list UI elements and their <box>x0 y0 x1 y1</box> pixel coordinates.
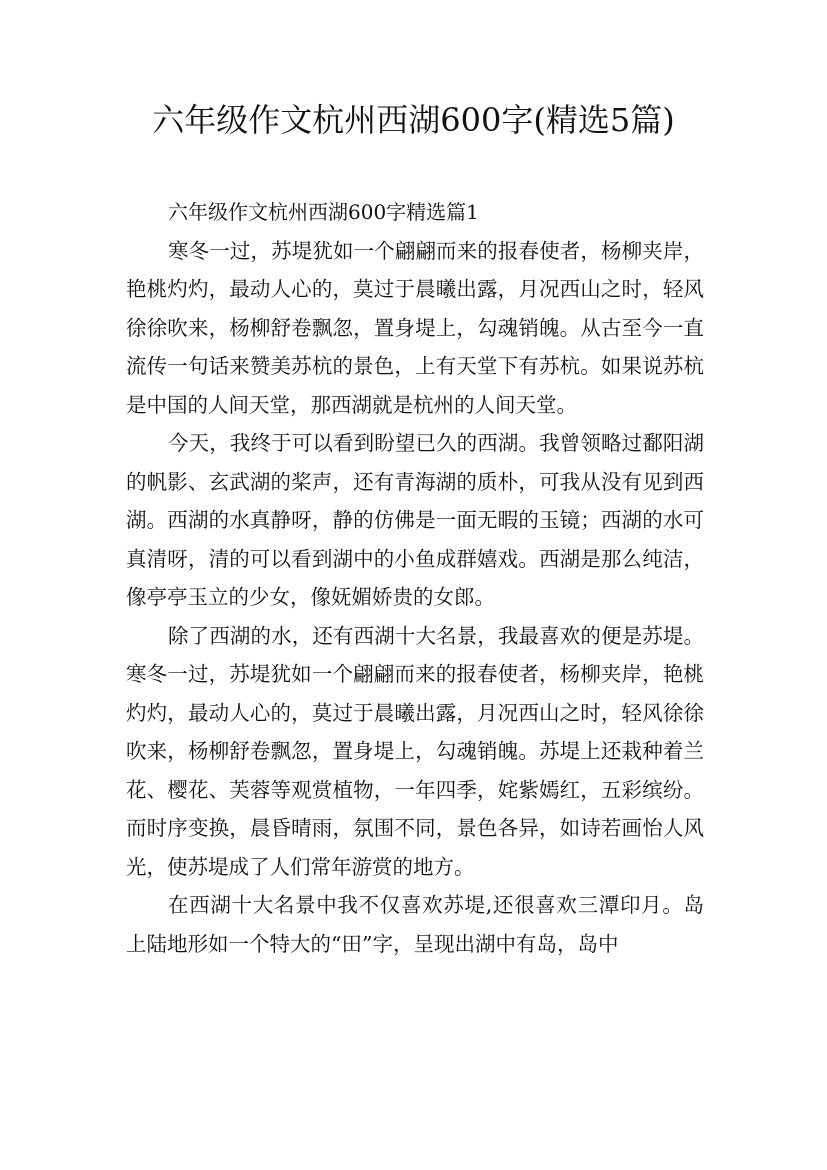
paragraph-4: 在西湖十大名景中我不仅喜欢苏堤,还很喜欢三潭印月。岛上陆地形如一个特大的“田”字，呈现出湖中有岛，岛中 <box>126 893 704 956</box>
paragraph-3: 除了西湖的水，还有西湖十大名景，我最喜欢的便是苏堤。寒冬一过，苏堤犹如一个翩翩而来的报春使者，杨柳夹岸，艳桃灼灼，最动人心的，莫过于晨曦出露，月况西山之时，轻风徐徐吹来，杨柳舒卷飘忽，置身堤上，勾魂销魄。苏堤上还栽种着兰花、樱花、芙蓉等观赏植物，一年四季，姹紫嫣红，五彩缤纷。而时序变换，晨昏晴雨，氛围不同，景色各异，如诗若画怡人风光，使苏堤成了人们常年游赏的地方。 <box>126 623 704 879</box>
document-title: 六年级作文杭州西湖600字(精选5篇) <box>152 101 675 139</box>
document-body <box>126 193 704 963</box>
paragraph-1: 寒冬一过，苏堤犹如一个翩翩而来的报春使者，杨柳夹岸，艳桃灼灼，最动人心的，莫过于晨曦出露，月况西山之时，轻风徐徐吹来，杨柳舒卷飘忽，置身堤上，勾魂销魄。从古至今一直流传一句话来赞美苏杭的景色，上有天堂下有苏杭。如果说苏杭是中国的人间天堂，那西湖就是杭州的人间天堂。 <box>126 238 704 417</box>
paragraph-2: 今天，我终于可以看到盼望已久的西湖。我曾领略过鄱阳湖的帆影、玄武湖的桨声，还有青海湖的质朴，可我从没有见到西湖。西湖的水真静呀，静的仿佛是一面无暇的玉镜；西湖的水可真清呀，清的可以看到湖中的小鱼成群嬉戏。西湖是那么纯洁，像亭亭玉立的少女，像妩媚娇贵的女郎。 <box>126 431 704 609</box>
section-heading: 六年级作文杭州西湖600字精选篇1 <box>168 200 479 224</box>
